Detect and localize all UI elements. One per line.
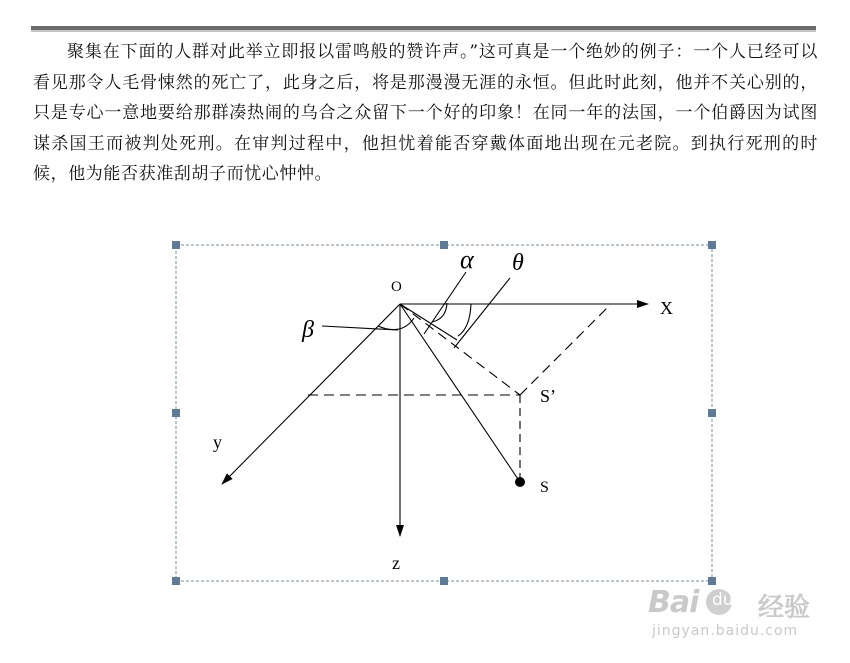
watermark-url: jingyan.baidu.com — [652, 623, 799, 639]
paw-icon — [706, 589, 732, 615]
theta-label: θ — [512, 250, 524, 276]
resize-handle-middle-right[interactable] — [708, 409, 716, 417]
point-s-dot — [515, 477, 525, 487]
watermark-brand-left: Bai — [648, 585, 699, 620]
resize-handle-top-left[interactable] — [172, 241, 180, 249]
s-label: S — [540, 479, 549, 496]
watermark-brand-right: 经验 — [758, 593, 811, 623]
selection-frame — [176, 245, 712, 581]
beta-leader — [322, 326, 398, 330]
origin-label: O — [391, 279, 402, 295]
z-axis-label: z — [392, 553, 400, 573]
body-paragraph: 聚集在下面的人群对此举立即报以雷鸣般的赞许声。”这可真是一个绝妙的例子：一个人已经可以看见那令人毛骨悚然的死亡了，此身之后，将是那漫漫无涯的永恒。但此时此刻，他并不关心别的，只是专心一意地要给那群凑热闹的乌合之众留下一个好的印象！在同一年的法国，一个伯爵因为试图谋杀国王而被判处死刑。在审判过程中，他担忧着能否穿戴体面地出现在元老院。到执行死刑的时候，他为能否获准刮胡子而忧心忡忡。 — [33, 42, 818, 184]
beta-label: β — [302, 317, 314, 343]
watermark-brand-paw: du — [712, 590, 734, 610]
resize-handle-bottom-center[interactable] — [440, 577, 448, 585]
alpha-label: α — [460, 245, 474, 274]
line-o-to-s — [400, 304, 520, 482]
alpha-leader — [424, 272, 466, 334]
resize-handle-bottom-right[interactable] — [708, 577, 716, 585]
resize-handle-top-center[interactable] — [440, 241, 448, 249]
beta-arc — [378, 318, 414, 330]
resize-handle-bottom-left[interactable] — [172, 577, 180, 585]
theta-leader — [454, 278, 510, 348]
dashed-x-projection — [520, 304, 611, 395]
line-o-inner — [400, 304, 457, 340]
s-prime-label: S’ — [540, 386, 557, 406]
resize-handle-middle-left[interactable] — [172, 409, 180, 417]
x-axis-label: X — [660, 298, 673, 318]
dashed-o-to-s-prime — [400, 304, 520, 395]
resize-handle-top-right[interactable] — [708, 241, 716, 249]
y-axis-label: y — [213, 432, 222, 452]
theta-arc — [458, 304, 471, 336]
baidu-jingyan-watermark — [648, 585, 838, 645]
resize-handles[interactable] — [172, 241, 716, 585]
